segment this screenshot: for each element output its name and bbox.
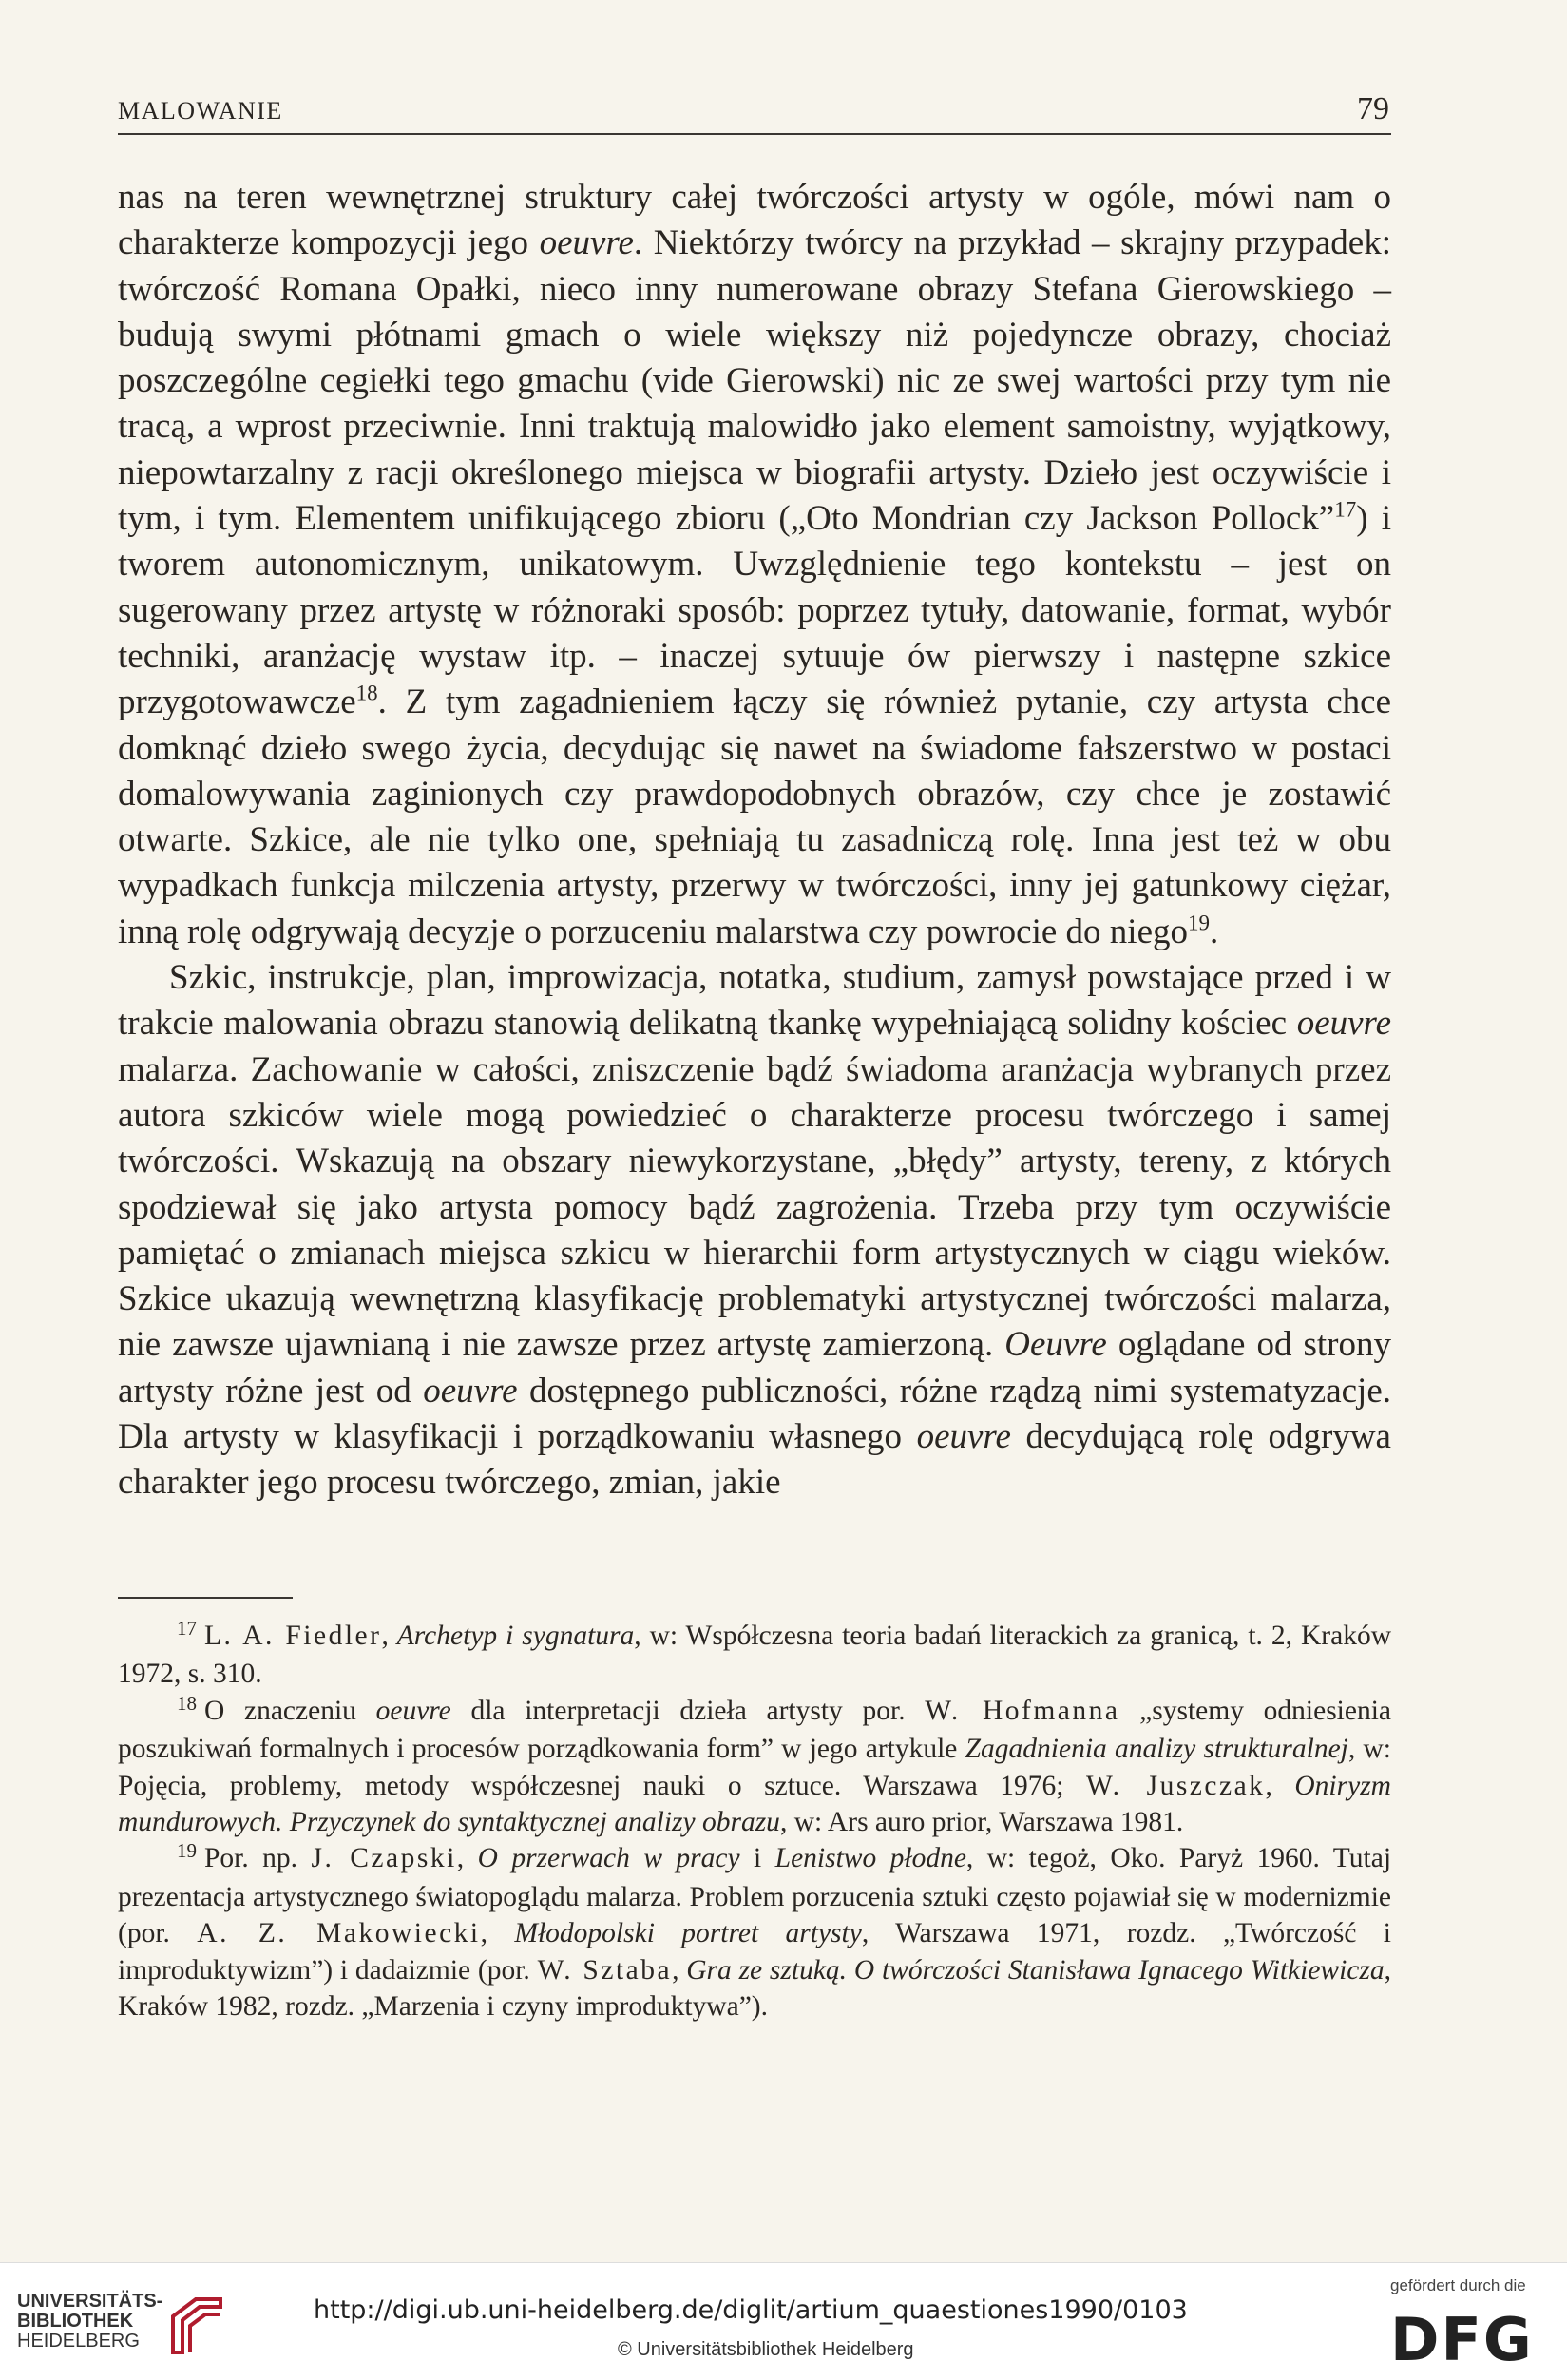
running-head: MALOWANIE [118, 97, 283, 125]
permalink-url[interactable]: http://digi.ub.uni-heidelberg.de/diglit/artium_quaestiones1990/0103 [314, 2295, 1188, 2325]
footnote-ref: 19 [1188, 911, 1210, 935]
italic-text: oeuvre [375, 1695, 451, 1726]
footnotes [118, 1618, 1391, 2025]
footnote-number: 17 [177, 1617, 197, 1640]
text-run: , [1265, 1770, 1295, 1801]
text-run: O znaczeniu [204, 1695, 376, 1726]
footnote-18 [118, 1693, 1391, 1841]
text-run: , w: tegoż, Oko. Paryż 1960. Tutaj prezentacja artystycznego światopoglądu malarza. Problem porzucenia sztuki często pojawiał się w modernizmie (por. [118, 1843, 1392, 1949]
italic-text: oeuvre [1296, 1004, 1391, 1044]
text-run: , [381, 1621, 397, 1651]
italic-text: Gra ze sztuką. O twórczości Stanisława Ignacego Witkiewicza [686, 1954, 1385, 1986]
italic-text: oeuvre [539, 223, 634, 263]
italic-text: Zagadnienia analizy strukturalnej [965, 1734, 1348, 1765]
footnote-number: 19 [177, 1839, 197, 1863]
text-run: dostępnego publiczności, różne rządzą nimi systematyzacje. Dla artysty w klasyfikacji i porządkowaniu własnego [118, 1371, 1391, 1457]
text-run: oglądane od strony artysty różne jest od [118, 1325, 1392, 1411]
footnote-rule [118, 1597, 293, 1599]
text-run: Szkic, instrukcje, plan, improwizacja, notatka, studium, zamysł powstające przed i w trakcie malowania obrazu stanowią delikatną tkankę wypełniającą solidny kościec [118, 958, 1391, 1044]
page-number: 79 [1357, 91, 1389, 126]
body-text [118, 175, 1391, 1507]
body-paragraph [118, 955, 1391, 1507]
text-run: , w: Pojęcia, problemy, metody współczesnej nauki o sztuce. Warszawa 1976; [118, 1734, 1391, 1801]
footnote-17 [118, 1618, 1391, 1693]
footnote-ref: 18 [355, 681, 378, 705]
text-run: , [456, 1843, 478, 1874]
text-run: dla interpretacji dzieła artysty por. [450, 1695, 926, 1726]
funded-by-label: gefördert durch die [1390, 2276, 1526, 2294]
text-run: , w: Ars auro prior, Warszawa 1981. [779, 1807, 1184, 1838]
library-name-line3: HEIDELBERG [17, 2331, 140, 2351]
text-run: „systemy odniesienia poszukiwań formalnych i procesów porządkowania form” w jego artykule [118, 1695, 1392, 1765]
viewer-footer [0, 2262, 1567, 2380]
spaced-author-name: J. Czapski [311, 1843, 457, 1874]
page-header [118, 91, 1391, 137]
body-paragraph [118, 175, 1391, 955]
text-run: , Kraków 1982, rozdz. „Marzenia i czyny improduktywa”). [118, 1954, 1391, 2023]
header-rule [118, 133, 1391, 135]
text-run: . Z tym zagadnieniem łączy się również pytanie, czy artysta chce domknąć dzieło swego życia, decydując się nawet na świadome fałszerstwo w postaci domalowywania zaginionych czy prawdopodobnych obrazów, czy chce je zostawić otwarte. Szkice, ale nie tylko one, spełniają tu zasadniczą rolę. Inna jest też w obu wypadkach funkcja milczenia artysty, przerwy w twórczości, inny jej gatunkowy ciężar, inną rolę odgrywają decyzje o porzuceniu malarstwa czy powrocie do niego [118, 682, 1391, 951]
spaced-author-name: W. Juszczak [1086, 1770, 1266, 1801]
text-run: nas na teren wewnętrznej struktury całej twórczości artysty w ogóle, mówi nam o charakterze kompozycji jego [118, 178, 1391, 263]
text-run: , w: Współczesna teoria badań literackich za granicą, t. 2, Kraków 1972, s. 310. [118, 1621, 1392, 1690]
text-run: malarza. Zachowanie w całości, zniszczenie bądź świadoma aranżacja wybranych przez autora szkiców wiele mogą powiedzieć o charakterze procesu twórczego i samej twórczości. Wskazują na obszary niewykorzystane, „błędy” artysty, tereny, z których spodziewał się jako artysta pomocy bądź zagrożenia. Trzeba przy tym oczywiście pamiętać o zmianach miejsca szkicu w hierarchii form artystycznych w ciągu wieków. Szkice ukazują wewnętrzną klasyfikację problematyki artystycznej twórczości malarza, nie zawsze ujawnianą i nie zawsze przez artystę zamierzoną. [118, 1049, 1391, 1365]
italic-text: oeuvre [423, 1371, 518, 1411]
text-run: ) i tworem autonomicznym, unikatowym. Uwzględnienie tego kontekstu – jest on sugerowany przez artystę w różnoraki sposób: poprzez tytuły, datowanie, format, wybór techniki, aranżację wystaw itp. – inaczej sytuuje ów pierwszy i następne szkice przygotowawcze [118, 499, 1391, 722]
library-name-line1: UNIVERSITÄTS- [17, 2291, 163, 2312]
library-name-line2: BIBLIOTHEK [17, 2311, 134, 2332]
text-run: . [1210, 912, 1219, 951]
spaced-author-name: A. Z. Makowiecki [197, 1918, 481, 1949]
footnote-19 [118, 1840, 1391, 2025]
spaced-author-name: W. Hofmanna [925, 1695, 1120, 1726]
footnote-ref: 17 [1334, 497, 1357, 522]
text-run: , Warszawa 1971, rozdz. „Twórczość i improduktywizm”) i dadaizmie (por. [118, 1918, 1391, 1986]
text-run: , [672, 1954, 687, 1986]
italic-text: Lenistwo płodne [774, 1843, 966, 1874]
spaced-author-name: W. Sztaba [537, 1954, 673, 1986]
text-run: . Niektórzy twórcy na przykład – skrajny przypadek: twórczość Romana Opałki, nieco inny numerowane obrazy Stefana Gierowskiego – budują swymi płótnami gmach o wiele większy niż pojedyncze obrazy, chociaż poszczególne cegiełki tego gmachu (vide Gierowski) nic ze swej wartości przy tym nie tracą, a wprost przeciwnie. Inni traktują malowidło jako element samoistny, wyjątkowy, niepowtarzalny z racji określonego miejsca w biografii artysty. Dzieło jest oczywiście i tym, i tym. Elementem unifikującego zbioru („Oto Mondrian czy Jackson Pollock” [118, 223, 1391, 539]
italic-text: O przerwach w pracy [477, 1843, 740, 1874]
text-run: i [739, 1843, 775, 1874]
italic-text: oeuvre [916, 1417, 1011, 1457]
text-run: decydującą rolę odgrywa charakter jego procesu twórczego, zmian, jakie [118, 1417, 1391, 1503]
spaced-author-name: L. A. Fiedler [204, 1621, 382, 1651]
text-run: , [480, 1918, 515, 1949]
dfg-logo[interactable] [1390, 2276, 1552, 2374]
dfg-wordmark: DFG [1390, 2305, 1534, 2374]
italic-text: Archetyp i sygnatura [396, 1621, 635, 1651]
italic-text: Oniryzm mundurowych. Przyczynek do syntaktycznej analizy obrazu [118, 1770, 1391, 1838]
italic-text: Oeuvre [1004, 1325, 1107, 1365]
library-logo[interactable] [17, 2292, 245, 2368]
text-run: Por. np. [204, 1843, 312, 1874]
copyright-notice: © Universitätsbibliothek Heidelberg [618, 2339, 914, 2360]
footnote-number: 18 [177, 1691, 197, 1715]
italic-text: Młodopolski portret artysty [514, 1918, 862, 1949]
library-emblem-icon [167, 2295, 226, 2356]
